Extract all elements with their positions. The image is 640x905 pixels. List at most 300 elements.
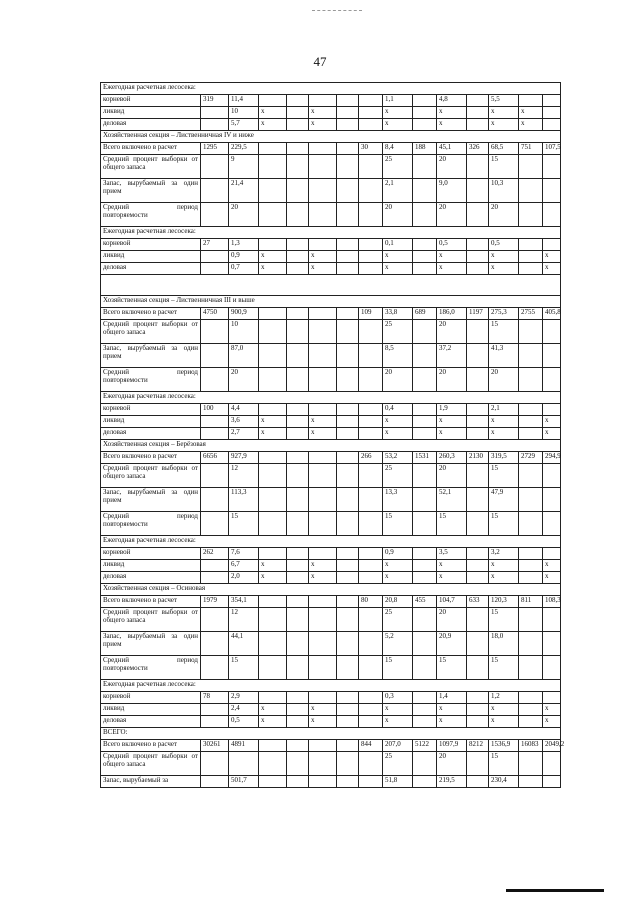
table-cell: 78 [201,692,229,704]
table-cell: 107,5 [543,143,561,155]
table-row [101,263,561,275]
table-cell [519,179,543,203]
page-rule [506,889,604,892]
table-cell [201,512,229,536]
table-cell [287,344,309,368]
table-cell [337,656,359,680]
table-cell [287,251,309,263]
table-cell: 16083 [519,740,543,752]
table-cell [309,596,337,608]
table-cell [467,632,489,656]
row-label: Средний период повторяемости [101,368,201,392]
section-heading: Ежегодная расчетная лесосека: [101,83,561,95]
row-label: корневой [101,239,201,251]
table-cell [201,632,229,656]
table-cell [337,344,359,368]
table-cell [309,308,337,320]
table-cell: 1,3 [229,239,259,251]
table-cell [259,776,287,788]
table-row [101,416,561,428]
table-cell [519,716,543,728]
table-cell [309,95,337,107]
table-cell: 12 [229,608,259,632]
table-cell [259,740,287,752]
table-cell [413,656,437,680]
table-cell [359,464,383,488]
table-cell [309,632,337,656]
table-cell [259,404,287,416]
table-cell: 1295 [201,143,229,155]
table-cell [519,428,543,440]
table-cell: x [383,107,413,119]
table-cell [519,251,543,263]
table-cell: 751 [519,143,543,155]
table-cell: 20 [437,752,467,776]
table-cell: 20 [489,368,519,392]
table-cell: 47,9 [489,488,519,512]
table-cell [467,416,489,428]
table-cell [543,119,561,131]
table-cell [287,404,309,416]
table-cell [467,368,489,392]
table-cell [259,344,287,368]
table-cell [309,752,337,776]
table-cell [467,428,489,440]
table-cell [543,488,561,512]
table-cell: 927,9 [229,452,259,464]
table-cell: x [309,107,337,119]
table-cell: 2,7 [229,428,259,440]
table-cell: 326 [467,143,489,155]
table-cell [467,752,489,776]
table-cell: 45,1 [437,143,467,155]
table-cell [287,704,309,716]
table-cell [413,179,437,203]
table-cell: 25 [383,464,413,488]
table-cell: 120,3 [489,596,519,608]
table-cell [337,155,359,179]
table-cell [359,776,383,788]
table-cell [201,203,229,227]
table-cell [337,251,359,263]
table-cell: 10,3 [489,179,519,203]
table-cell [259,512,287,536]
row-label: корневой [101,404,201,416]
table-cell: 319 [201,95,229,107]
table-cell [259,320,287,344]
table-cell: x [437,428,467,440]
table-row [101,107,561,119]
table-cell: 1,2 [489,692,519,704]
table-cell [359,656,383,680]
table-row [101,320,561,344]
table-row [101,95,561,107]
table-cell [543,320,561,344]
table-cell: 319,5 [489,452,519,464]
table-cell [467,155,489,179]
row-label: корневой [101,95,201,107]
table-cell: 87,0 [229,344,259,368]
table-row [101,452,561,464]
table-cell: 20,8 [383,596,413,608]
table-cell [201,416,229,428]
table-cell [287,512,309,536]
table-cell: 5,2 [383,632,413,656]
table-cell [543,155,561,179]
table-cell [259,608,287,632]
table-cell [519,488,543,512]
table-row [101,716,561,728]
table-cell [519,692,543,704]
table-cell: 1,9 [437,404,467,416]
row-label: Средний процент выборки от общего запаса [101,752,201,776]
table-cell [337,95,359,107]
table-cell [359,572,383,584]
table-row [101,308,561,320]
table-cell: 633 [467,596,489,608]
table-cell [519,632,543,656]
row-label: Запас, вырубаемый за один прием [101,488,201,512]
table-cell [287,452,309,464]
table-cell: x [437,704,467,716]
table-cell: x [309,704,337,716]
table-cell [201,464,229,488]
table-cell: x [437,416,467,428]
table-cell: 20 [437,203,467,227]
table-cell [259,452,287,464]
table-cell: 25 [383,608,413,632]
table-cell: x [309,560,337,572]
table-cell: x [383,716,413,728]
table-cell [337,107,359,119]
table-cell [543,548,561,560]
table-cell [309,320,337,344]
table-cell [201,776,229,788]
row-label: ликвид [101,251,201,263]
table-cell [337,548,359,560]
table-cell [413,239,437,251]
table-cell [287,107,309,119]
table-cell: 51,8 [383,776,413,788]
table-cell: 20,9 [437,632,467,656]
table-cell [519,155,543,179]
table-cell [543,404,561,416]
table-cell: 1,4 [437,692,467,704]
table-cell: x [489,572,519,584]
table-cell [543,512,561,536]
table-cell [359,752,383,776]
table-row [101,536,561,548]
table-cell: x [489,716,519,728]
table-cell: x [489,560,519,572]
table-cell [287,716,309,728]
table-cell: 20 [229,368,259,392]
table-cell [467,692,489,704]
table-cell [467,560,489,572]
table-cell: x [309,572,337,584]
table-cell: 80 [359,596,383,608]
table-cell: x [543,716,561,728]
table-cell [359,704,383,716]
table-row [101,560,561,572]
table-cell: 2,9 [229,692,259,704]
table-cell [543,608,561,632]
row-label: деловая [101,716,201,728]
table-cell [543,752,561,776]
table-row [101,404,561,416]
table-row [101,344,561,368]
table-cell: 501,7 [229,776,259,788]
table-cell: x [489,428,519,440]
row-label: корневой [101,692,201,704]
table-row [101,275,561,296]
table-cell [467,404,489,416]
table-cell: 15 [229,512,259,536]
row-label: Запас, вырубаемый за один прием [101,344,201,368]
table-cell [337,512,359,536]
table-cell: 25 [383,155,413,179]
table-cell [259,179,287,203]
table-cell: 30 [359,143,383,155]
table-cell [309,512,337,536]
table-row [101,368,561,392]
table-cell [359,560,383,572]
table-cell: 0,5 [489,239,519,251]
table-cell [201,344,229,368]
table-cell: x [383,416,413,428]
table-cell: 20 [383,203,413,227]
row-label: ликвид [101,560,201,572]
row-label: Всего включено в расчет [101,308,201,320]
section-heading: Хозяйственная секция – Берёзовая [101,440,561,452]
table-row [101,512,561,536]
table-cell [287,203,309,227]
table-cell [337,308,359,320]
table-cell [259,308,287,320]
table-cell [519,263,543,275]
table-cell: 33,8 [383,308,413,320]
table-cell [337,752,359,776]
table-cell [519,464,543,488]
table-cell [359,320,383,344]
table-row [101,131,561,143]
table-cell [543,203,561,227]
table-cell: 405,8 [543,308,561,320]
table-cell: 6,7 [229,560,259,572]
table-cell [413,776,437,788]
table-cell [309,740,337,752]
table-cell [287,776,309,788]
table-cell: x [543,572,561,584]
table-cell: 9,0 [437,179,467,203]
table-cell [519,656,543,680]
table-cell [287,464,309,488]
table-cell [287,155,309,179]
table-cell: 6656 [201,452,229,464]
table-cell: 0,5 [229,716,259,728]
table-cell [467,548,489,560]
table-cell: x [543,416,561,428]
table-row [101,428,561,440]
table-cell [337,143,359,155]
table-cell [413,251,437,263]
table-cell: 4,8 [437,95,467,107]
table-cell [413,119,437,131]
table-row [101,392,561,404]
table-cell: x [437,251,467,263]
table-cell: x [437,572,467,584]
table-cell [413,716,437,728]
table-cell [413,155,437,179]
table-cell: 354,1 [229,596,259,608]
table-cell: 0,9 [383,548,413,560]
table-cell [287,752,309,776]
table-row [101,728,561,740]
table-cell [337,179,359,203]
table-cell: 2755 [519,308,543,320]
table-row [101,704,561,716]
table-cell: x [489,263,519,275]
table-cell [287,656,309,680]
table-cell [229,752,259,776]
table-cell [413,572,437,584]
table-cell [543,239,561,251]
table-cell [413,548,437,560]
table-cell [259,368,287,392]
table-cell: x [383,263,413,275]
table-cell [287,263,309,275]
table-cell [359,488,383,512]
table-cell: 1097,9 [437,740,467,752]
table-cell: 1536,9 [489,740,519,752]
table-cell [359,512,383,536]
table-cell [543,179,561,203]
table-row [101,752,561,776]
table-row [101,680,561,692]
table-cell [309,464,337,488]
table-cell: x [383,560,413,572]
table-cell: 900,9 [229,308,259,320]
row-label: Средний период повторяемости [101,512,201,536]
table-cell [287,632,309,656]
table-row [101,239,561,251]
table-cell [259,464,287,488]
table-cell: 3,6 [229,416,259,428]
table-cell: x [489,704,519,716]
table-cell: 3,2 [489,548,519,560]
table-cell: 4891 [229,740,259,752]
table-cell [519,239,543,251]
table-row [101,203,561,227]
table-cell: 4,4 [229,404,259,416]
table-cell: x [259,572,287,584]
table-cell [519,344,543,368]
table-cell [543,368,561,392]
table-cell [259,548,287,560]
table-cell: x [437,107,467,119]
table-cell [359,263,383,275]
table-cell [359,368,383,392]
table-cell [337,560,359,572]
row-label: Средний период повторяемости [101,656,201,680]
table-cell: 0,1 [383,239,413,251]
table-cell: 266 [359,452,383,464]
table-row [101,143,561,155]
table-cell: x [489,119,519,131]
table-cell: 5122 [413,740,437,752]
table-cell: x [309,251,337,263]
table-cell [359,632,383,656]
table-cell [287,428,309,440]
table-cell [309,608,337,632]
table-cell [467,488,489,512]
section-heading: Ежегодная расчетная лесосека: [101,227,561,239]
table-cell [359,179,383,203]
table-cell [519,776,543,788]
table-cell [287,119,309,131]
table-cell [467,107,489,119]
table-cell: x [259,107,287,119]
table-cell [309,488,337,512]
table-cell: x [383,119,413,131]
table-cell [413,344,437,368]
table-cell: 1531 [413,452,437,464]
table-cell [201,251,229,263]
table-cell [543,632,561,656]
table-cell: 229,5 [229,143,259,155]
table-cell [337,632,359,656]
table-cell [287,596,309,608]
row-label: Запас, вырубаемый за [101,776,201,788]
table-cell: x [383,572,413,584]
table-cell [337,416,359,428]
table-cell [543,344,561,368]
table-cell [287,692,309,704]
table-cell: 3,5 [437,548,467,560]
table-cell [413,107,437,119]
table-cell [467,776,489,788]
table-cell: x [489,416,519,428]
table-cell [359,428,383,440]
spacer-cell [101,275,561,296]
table-cell: x [259,560,287,572]
table-cell [413,464,437,488]
table-cell [519,416,543,428]
row-label: Средний процент выборки от общего запаса [101,608,201,632]
table-cell: x [259,428,287,440]
table-row [101,464,561,488]
table-cell [413,368,437,392]
table-cell: x [383,704,413,716]
table-cell: 455 [413,596,437,608]
table-cell [337,596,359,608]
table-cell: 219,5 [437,776,467,788]
table-cell [543,107,561,119]
table-cell: x [543,704,561,716]
table-cell [259,488,287,512]
table-cell [359,251,383,263]
table-cell [413,560,437,572]
table-row [101,572,561,584]
table-cell [201,608,229,632]
table-row [101,296,561,308]
table-row [101,179,561,203]
table-row [101,632,561,656]
table-cell: 18,0 [489,632,519,656]
table-cell [287,548,309,560]
table-cell: 186,0 [437,308,467,320]
table-cell [201,716,229,728]
